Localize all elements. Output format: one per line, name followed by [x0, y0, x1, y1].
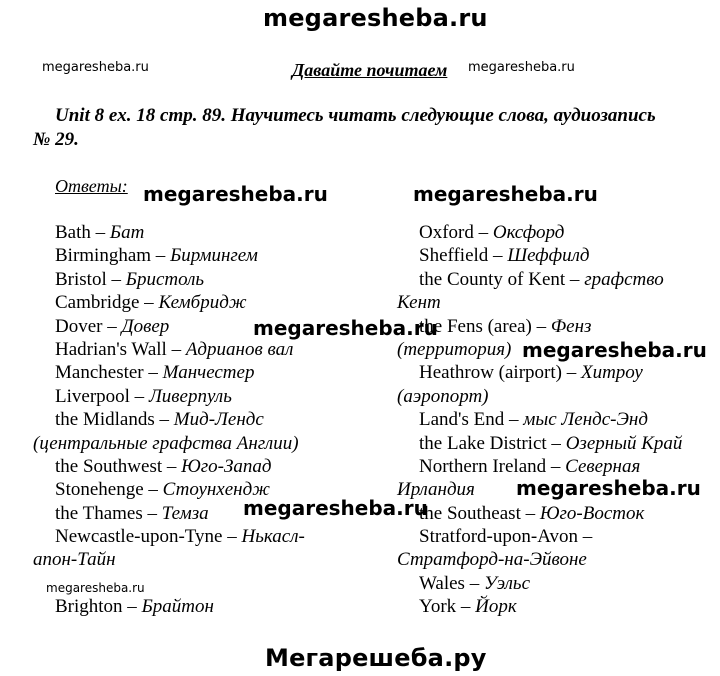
watermark-lower-center: megaresheba.ru: [243, 496, 428, 520]
list-item-continuation: апон-Тайн: [33, 549, 116, 571]
list-item: Hadrian's Wall – Адрианов вал: [55, 338, 294, 360]
task-line-2: № 29.: [33, 129, 79, 150]
list-item: Sheffield – Шеффилд: [419, 245, 590, 267]
list-item: Stratford-upon-Avon –: [419, 526, 593, 548]
list-item: York – Йорк: [419, 596, 517, 618]
list-item: Heathrow (airport) – Хитроу: [419, 362, 643, 384]
left-column: [33, 221, 305, 619]
list-item-continuation: Ирландия: [397, 479, 475, 501]
list-item: Stonehenge – Стоунхендж: [55, 479, 270, 501]
list-item: Northern Ireland – Северная: [419, 455, 641, 477]
list-item: Land's End – мыс Лендс-Энд: [419, 409, 648, 431]
list-item: Brighton – Брайтон: [55, 596, 214, 618]
watermark-footer: Мегарешеба.ру: [265, 644, 487, 672]
list-item: Oxford – Оксфорд: [419, 222, 565, 243]
watermark-top: megaresheba.ru: [263, 4, 488, 32]
watermark-lower-right: megaresheba.ru: [516, 476, 701, 500]
watermark-mid-right: megaresheba.ru: [522, 338, 707, 362]
watermark-answers: megaresheba.ru: [143, 182, 328, 206]
watermark-small-right: megaresheba.ru: [468, 60, 575, 75]
page-heading: Давайте почитаем: [292, 60, 448, 80]
list-item: the Thames – Темза: [55, 502, 209, 524]
list-item-continuation: (центральные графства Англии): [33, 432, 299, 454]
list-item: Newcastle-upon-Tyne – Нькасл-: [55, 526, 305, 548]
list-item: Cambridge – Кембридж: [55, 292, 247, 314]
list-item-continuation: Кент: [397, 292, 441, 314]
list-item: the Fens (area) – Фенз: [419, 315, 592, 337]
watermark-mid-center: megaresheba.ru: [253, 316, 438, 340]
list-item: the Southwest – Юго-Запад: [55, 455, 272, 477]
list-item-continuation: Стратфорд-на-Эйвоне: [397, 549, 587, 571]
answers-label: Ответы:: [55, 176, 128, 196]
watermark-small-left: megaresheba.ru: [42, 60, 149, 75]
list-item: the Southeast – Юго-Восток: [419, 502, 645, 524]
list-item: Dover – Довер: [55, 315, 170, 337]
list-item: Liverpool – Ливерпуль: [55, 385, 232, 407]
list-item: Manchester – Манчестер: [55, 362, 255, 384]
list-item: Bath – Бат: [55, 222, 145, 243]
list-item-continuation: (аэропорт): [397, 385, 489, 407]
watermark-col2-top: megaresheba.ru: [413, 182, 598, 206]
list-item: Birmingham – Бирмингем: [55, 245, 258, 267]
list-item: the Midlands – Мид-Лендс: [55, 409, 264, 431]
list-item: Wales – Уэльс: [419, 572, 531, 594]
watermark-bottom-small: megaresheba.ru: [46, 581, 145, 595]
list-item: the County of Kent – графство: [419, 268, 664, 290]
list-item: the Lake District – Озерный Край: [419, 432, 683, 454]
right-column: [397, 221, 682, 619]
list-item-continuation: (территория): [397, 338, 512, 360]
task-line-1: Unit 8 ex. 18 стр. 89. Научитесь читать следующие слова, аудиозапись: [55, 105, 656, 126]
list-item: Bristol – Бристоль: [55, 268, 205, 290]
